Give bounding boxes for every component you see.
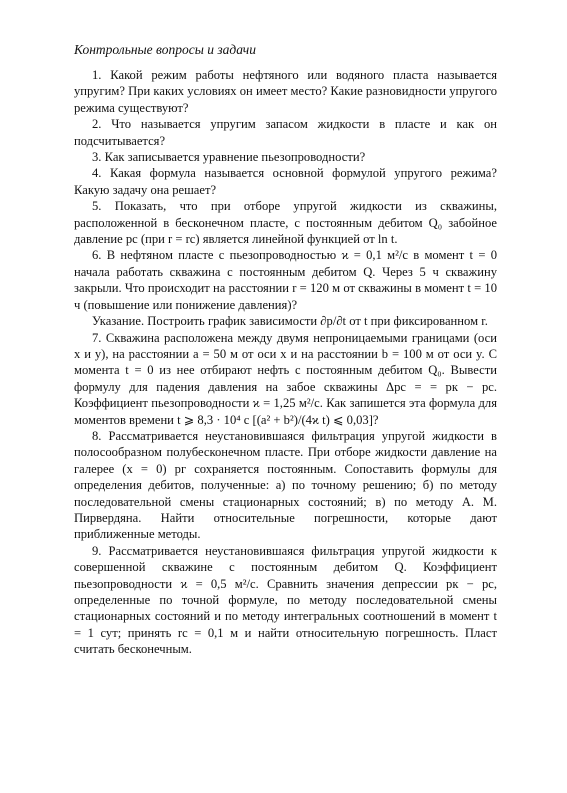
section-heading: Контрольные вопросы и задачи	[74, 42, 256, 57]
question-8: 8. Рассматривается неустановившаяся фильтрация упругой жидкости в полосообразном полубесконечном пласте. При отборе жидкости давление на галерее (x = 0) pг сохраняется постоянным. Сопоставить формулы для определения дебитов, полученные: а) по точному решению; б) по методу последовательной смены стационарных состояний; в) по методу А. М. Пирвердяна. Найти относительные погрешности, которые дают приближенные методы.	[74, 428, 497, 542]
question-7: 7. Скважина расположена между двумя непроницаемыми границами (оси x и y), на расстоянии a = 50 м от оси x и на расстоянии b = 100 м от оси y. С момента t = 0 из нее отбирают нефть с постоянным дебитом Q₀. Вывести формулу для падения давления на забое скважины Δpс = = pк − pс. Коэффициент пьезопроводности ϰ = 1,25 м²/с. Как запишется эта формула для моментов времени t ⩾ 8,3 · 10⁴ с [(a² + b²)/(4ϰ t) ⩽ 0,03]?	[74, 330, 497, 427]
question-2: 2. Что называется упругим запасом жидкости в пласте и как он подсчитывается?	[74, 117, 497, 148]
questions-list	[74, 67, 497, 658]
question-1: 1. Какой режим работы нефтяного или водяного пласта называется упругим? При каких условиях он имеет место? Какие разновидности упругого режима существуют?	[74, 68, 497, 115]
question-6-hint: Указание. Построить график зависимости ∂p/∂t от t при фиксированном r.	[92, 314, 488, 329]
question-6: 6. В нефтяном пласте с пьезопроводностью ϰ = 0,1 м²/с в момент t = 0 начала работать скважина с постоянным дебитом Q. Через 5 ч скважину закрыли. Что происходит на расстоянии r = 120 м от скважины в момент t = 10 ч (повышение или понижение давления)?	[74, 248, 497, 312]
question-5: 5. Показать, что при отборе упругой жидкости из скважины, расположенной в бесконечном пласте, с постоянным дебитом Q₀ забойное давление pс (при r = rс) является линейной функцией от ln t.	[74, 199, 497, 247]
question-4: 4. Какая формула называется основной формулой упругого режима? Какую задачу она решает?	[74, 166, 497, 197]
question-3: 3. Как записывается уравнение пьезопроводности?	[92, 150, 366, 165]
question-9: 9. Рассматривается неустановившаяся фильтрация упругой жидкости к совершенной скважине с постоянным дебитом Q. Коэффициент пьезопроводности ϰ = 0,5 м²/с. Сравнить значения депрессии pк − pс, определенные по точной формуле, по методу последовательной смены стационарных состояний и по методу интегральных соотношений в момент t = 1 сут; принять rс = 0,1 м и найти относительную погрешность. Пласт считать бесконечным.	[74, 543, 497, 657]
